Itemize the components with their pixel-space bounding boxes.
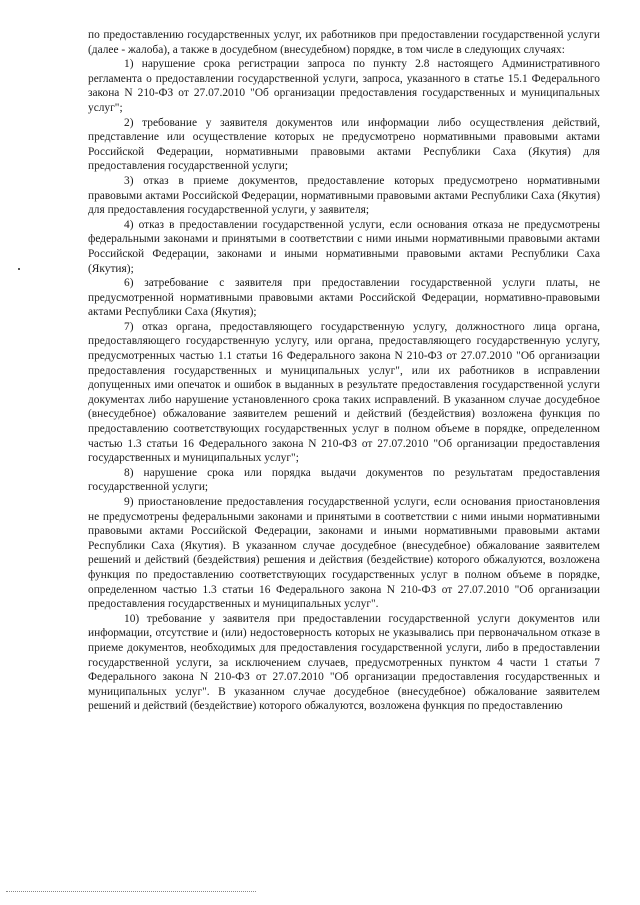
- paragraph-item-2: 2) требование у заявителя документов или информации либо осуществления действий, представление или осуществление которых не предусмотрено нормативными правовыми актами Российской Федерации, нормативными правовыми актами Республики Саха (Якутия) для предоставления государственной услуги;: [88, 116, 600, 173]
- paragraph-item-10: 10) требование у заявителя при предоставлении государственной услуги документов или информации, отсутствие и (или) недостоверность которых не указывались при первоначальном отказе в приеме документов, необходимых для предоставления государственной услуги, либо в предоставлении государственной услуги, за исключением случаев, предусмотренных пунктом 4 части 1 статьи 7 Федерального закона N 210-ФЗ от 27.07.2010 "Об организации предоставления государственных и муниципальных услуг". В указанном случае досудебное (внесудебное) обжалование заявителем решений и действий (бездействие) которого обжалуются, возложена функция по предоставлению: [88, 612, 600, 713]
- paragraph-item-4: 4) отказ в предоставлении государственной услуги, если основания отказа не предусмотрены федеральными законами и принятыми в соответствии с ними иными нормативными правовыми актами Российской Федерации, законами и иными нормативными правовыми актами Республики Саха (Якутия);: [88, 218, 600, 275]
- paragraph-item-9: 9) приостановление предоставления государственной услуги, если основания приостановления не предусмотрены федеральными законами и принятыми в соответствии с ними иными нормативными правовыми актами Российской Федерации, законами и иными нормативными правовыми актами Республики Саха (Якутия). В указанном случае досудебное (внесудебное) обжалование заявителем решений и действий (бездействия) решения и действия (бездействие) которого обжалуются, возложена функция по предоставлению соответствующих государственных услуг в полном объеме в порядке, определенном частью 1.3 статьи 16 Федерального закона N 210-ФЗ от 27.07.2010 "Об организации предоставления государственных и муниципальных услуг".: [88, 496, 600, 611]
- paragraph-item-7: 7) отказ органа, предоставляющего государственную услугу, должностного лица органа, предоставляющего государственную услугу, или органа, предоставляющего государственную услугу, предусмотренных частью 1.1 статьи 16 Федерального закона N 210-ФЗ от 27.07.2010 "Об организации предоставления государственных и муниципальных услуг", или их работников в исправлении допущенных ими опечаток и ошибок в выданных в результате предоставления государственной услуги документах либо нарушение установленного срока таких исправлений. В указанном случае досудебное (внесудебное) обжалование заявителем решений и действий (бездействия) возложена функция по предоставлению соответствующих государственных услуг в полном объеме в порядке, определенном частью 1.3 статьи 16 Федерального закона N 210-ФЗ от 27.07.2010 "Об организации предоставления государственных и муниципальных услуг";: [88, 320, 600, 465]
- paragraph-item-8: 8) нарушение срока или порядка выдачи документов по результатам предоставления государственной услуги;: [88, 466, 600, 494]
- paragraph-intro: по предоставлению государственных услуг, их работников при предоставлении государственной услуги (далее - жалоба), а также в досудебном (внесудебном) порядке, в том числе в следующих случаях:: [88, 29, 600, 56]
- paragraph-item-6: 6) затребование с заявителя при предоставлении государственной услуги платы, не предусмотренной нормативными правовыми актами Российской Федерации, нормативно-правовыми актами Республики Саха (Якутия);: [88, 277, 600, 319]
- margin-mark: [18, 268, 20, 270]
- paragraph-item-1: 1) нарушение срока регистрации запроса по пункту 2.8 настоящего Административного регламента о предоставлении государственной услуги, запроса, указанного в статье 15.1 Федерального закона N 210-ФЗ от 27.07.2010 "Об организации предоставления государственных и муниципальных услуг";: [88, 58, 600, 114]
- document-page: [88, 28, 600, 714]
- scan-bottom-rule: [6, 891, 256, 892]
- paragraph-item-3: 3) отказ в приеме документов, предоставление которых предусмотрено нормативными правовыми актами Российской Федерации, нормативными правовыми актами Республики Саха (Якутия) для предоставления государственной услуги, у заявителя;: [88, 174, 600, 217]
